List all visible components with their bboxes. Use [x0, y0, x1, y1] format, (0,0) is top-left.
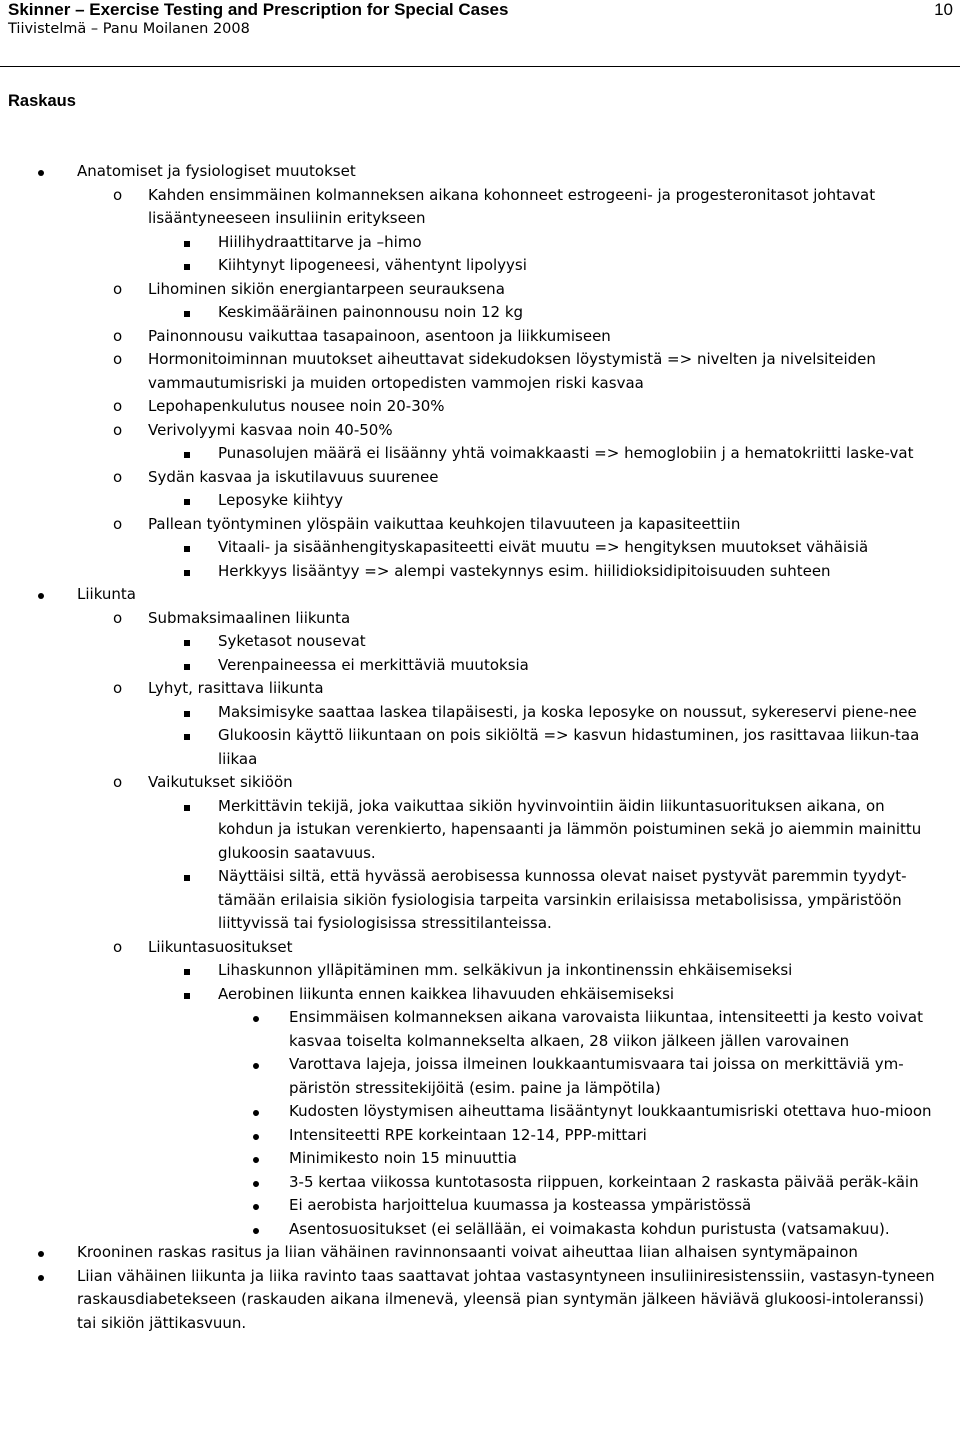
list-item: [0, 701, 940, 725]
list-item-text: Liikunta: [77, 585, 137, 603]
list-item: [0, 630, 940, 654]
circle-bullet-icon: o: [113, 467, 123, 486]
bullet-icon: [253, 1147, 259, 1171]
bullet-icon: [38, 1241, 44, 1265]
list-item: [0, 301, 940, 325]
list-item-text: Näyttäisi siltä, että hyvässä aerobisessa kunnossa olevat naiset pystyvät paremmin tyydyt-tämään erilaisia sikiön fysiologisia tarpeita varsinkin erilaisissa metabolisissa, ympäristöön liittyvissä tai fysiologisissa stressitilanteissa.: [218, 867, 907, 932]
list-item-text: Glukoosin käyttö liikuntaan on pois sikiöltä => kasvun hidastuminen, jos rasittavaa liikun-taa liikaa: [218, 726, 920, 768]
square-bullet-icon: [184, 724, 190, 748]
square-bullet-icon: [184, 701, 190, 725]
list-item: [0, 1006, 944, 1053]
square-bullet-icon: [184, 865, 190, 889]
list-item: [0, 231, 940, 255]
list-item-text: Kahden ensimmäinen kolmanneksen aikana kohonneet estrogeeni- ja progesteronitasot johtavat lisääntyneeseen insuliinin eritykseen: [148, 185, 876, 227]
list-item: [0, 184, 943, 231]
list-item-text: Intensiteetti RPE korkeintaan 12-14, PPP-mittari: [289, 1125, 647, 1144]
list-item-text: Punasolujen määrä ei lisäänny yhtä voimakkaasti => hemoglobiin j a hematokriitti laske-vat: [218, 444, 914, 462]
list-item-text: Keskimääräinen painonnousu noin 12 kg: [218, 303, 524, 321]
square-bullet-icon: [184, 231, 190, 255]
list-item: [0, 959, 940, 983]
list-item: [0, 795, 940, 866]
list-item: [0, 1265, 943, 1336]
list-item-text: Liian vähäinen liikunta ja liika ravinto taas saattavat johtaa vastasyntyneen insuliiniresistenssiin, vastasyn-tyneen raskausdiabetekseen (raskauden aikana ilmenevä, yleensä pian syntymän jälkeen häviävä glukoosi-intoleranssi) tai sikiön jättikasvuun.: [77, 1266, 935, 1332]
square-bullet-icon: [184, 536, 190, 560]
list-item: [0, 466, 943, 490]
list-item: [0, 536, 940, 560]
page-number: 10: [934, 0, 953, 19]
square-bullet-icon: [184, 959, 190, 983]
circle-bullet-icon: o: [113, 185, 123, 204]
list-item: [0, 983, 940, 1007]
square-bullet-icon: [184, 301, 190, 325]
list-item: [0, 936, 943, 960]
square-bullet-icon: [184, 489, 190, 513]
outline-list: [0, 160, 960, 1335]
circle-bullet-icon: o: [113, 937, 123, 956]
list-item-text: Anatomiset ja fysiologiset muutokset: [77, 162, 356, 180]
list-item-text: Liikuntasuositukset: [148, 937, 293, 956]
square-bullet-icon: [184, 254, 190, 278]
square-bullet-icon: [184, 442, 190, 466]
list-item-text: Vaikutukset sikiöön: [148, 773, 293, 791]
list-item: [0, 348, 943, 395]
list-item: [0, 395, 943, 419]
list-item: [0, 771, 943, 795]
list-item-text: Sydän kasvaa ja iskutilavuus suurenee: [148, 467, 439, 486]
list-item-text: Hiilihydraattitarve ja –himo: [218, 232, 422, 251]
square-bullet-icon: [184, 560, 190, 584]
list-item: [0, 1171, 944, 1195]
list-item: [0, 1124, 944, 1148]
list-item-text: Varottava lajeja, joissa ilmeinen loukkaantumisvaara tai joissa on merkittäviä ym-päristön stressitekijöitä (esim. paine ja lämpötila): [289, 1055, 904, 1097]
list-item-text: Pallean työntyminen ylöspäin vaikuttaa keuhkojen tilavuuteen ja kapasiteettiin: [148, 514, 741, 533]
bullet-icon: [38, 160, 44, 184]
list-item: [0, 1147, 944, 1171]
list-item-text: Maksimisyke saattaa laskea tilapäisesti, ja koska leposyke on noussut, sykereservi piene-nee: [218, 702, 917, 721]
list-item: [0, 489, 940, 513]
list-item: [0, 254, 940, 278]
list-item-text: Submaksimaalinen liikunta: [148, 608, 351, 627]
circle-bullet-icon: o: [113, 420, 123, 439]
list-item-text: Lyhyt, rasittava liikunta: [148, 679, 324, 697]
square-bullet-icon: [184, 983, 190, 1007]
bullet-icon: [38, 1265, 44, 1289]
list-item-text: Verivolyymi kasvaa noin 40-50%: [148, 420, 393, 439]
bullet-icon: [38, 583, 44, 607]
list-item-text: Syketasot nousevat: [218, 632, 366, 650]
list-item-text: Herkkyys lisääntyy => alempi vastekynnys esim. hiilidioksidipitoisuuden suhteen: [218, 561, 831, 580]
square-bullet-icon: [184, 795, 190, 819]
list-item-text: Ensimmäisen kolmanneksen aikana varovaista liikuntaa, intensiteetti ja kesto voivat kasvaa toiselta kolmannekselta alkaen, 28 viikon jälkeen jällen varovainen: [289, 1008, 924, 1050]
circle-bullet-icon: o: [113, 397, 123, 415]
bullet-icon: [253, 1218, 259, 1242]
circle-bullet-icon: o: [113, 279, 123, 298]
list-item-text: Asentosuositukset (ei selällään, ei voimakasta kohdun puristusta (vatsamakuu).: [289, 1219, 890, 1238]
list-item: [0, 160, 943, 184]
list-item: [0, 1053, 944, 1100]
square-bullet-icon: [184, 630, 190, 654]
list-item-text: Krooninen raskas rasitus ja liian vähäinen ravinnonsaanti voivat aiheuttaa liian alhaisen syntymäpainon: [77, 1243, 858, 1261]
list-item: [0, 513, 943, 537]
bullet-icon: [253, 1124, 259, 1148]
list-item: [0, 1218, 944, 1242]
circle-bullet-icon: o: [113, 326, 123, 345]
section-title: Raskaus: [8, 92, 76, 110]
list-item-text: Aerobinen liikunta ennen kaikkea lihavuuden ehkäisemiseksi: [218, 984, 675, 1003]
list-item: [0, 278, 943, 302]
list-item-text: Ei aerobista harjoittelua kuumassa ja kosteassa ympäristössä: [289, 1196, 752, 1214]
list-item: [0, 1194, 944, 1218]
list-item-text: Merkittävin tekijä, joka vaikuttaa sikiön hyvinvointiin äidin liikuntasuorituksen aikana, on kohdun ja istukan verenkierto, hapensaanti ja lämmön poistuminen sekä jo aiemmin mainittu glukoosin saatavuus.: [218, 796, 922, 862]
list-item: [0, 419, 943, 443]
circle-bullet-icon: o: [113, 679, 123, 697]
document-title: Skinner – Exercise Testing and Prescription for Special Cases: [8, 0, 509, 19]
list-item-text: Vitaali- ja sisäänhengityskapasiteetti eivät muutu => hengityksen muutokset vähäisiä: [218, 538, 869, 556]
circle-bullet-icon: o: [113, 773, 123, 791]
circle-bullet-icon: o: [113, 350, 123, 368]
document-subtitle: Tiivistelmä – Panu Moilanen 2008: [8, 21, 250, 37]
circle-bullet-icon: o: [113, 514, 123, 533]
list-item-text: Verenpaineessa ei merkittäviä muutoksia: [218, 655, 529, 674]
list-item-text: Kiihtynyt lipogeneesi, vähentynt lipolyysi: [218, 256, 527, 274]
list-item: [0, 1100, 944, 1124]
bullet-icon: [253, 1006, 259, 1030]
circle-bullet-icon: o: [113, 608, 123, 627]
list-item-text: Hormonitoiminnan muutokset aiheuttavat sidekudoksen löystymistä => nivelten ja nivelsiteiden vammautumisriski ja muiden ortopedisten vammojen riski kasvaa: [148, 350, 876, 392]
bullet-icon: [253, 1053, 259, 1077]
square-bullet-icon: [184, 654, 190, 678]
list-item-text: Kudosten löystymisen aiheuttama lisääntynyt loukkaantumisriski otettava huo-mioon: [289, 1102, 932, 1120]
list-item: [0, 677, 943, 701]
list-item: [0, 607, 943, 631]
list-item-text: Leposyke kiihtyy: [218, 491, 344, 509]
list-item-text: 3-5 kertaa viikossa kuntotasosta riippuen, korkeintaan 2 raskasta päivää peräk-käin: [289, 1172, 919, 1191]
list-item: [0, 865, 940, 936]
page-header: [8, 0, 953, 39]
list-item: [0, 560, 940, 584]
list-item-text: Lihaskunnon ylläpitäminen mm. selkäkivun ja inkontinenssin ehkäisemiseksi: [218, 961, 793, 979]
list-item-text: Lihominen sikiön energiantarpeen seurauksena: [148, 279, 505, 298]
list-item-text: Minimikesto noin 15 minuuttia: [289, 1149, 517, 1167]
list-item: [0, 1241, 943, 1265]
list-item-text: Lepohapenkulutus nousee noin 20-30%: [148, 397, 445, 415]
list-item-text: Painonnousu vaikuttaa tasapainoon, asentoon ja liikkumiseen: [148, 326, 611, 345]
list-item: [0, 583, 943, 607]
list-item: [0, 442, 940, 466]
header-divider: [0, 66, 960, 67]
bullet-icon: [253, 1171, 259, 1195]
list-item: [0, 325, 943, 349]
list-item: [0, 654, 940, 678]
bullet-icon: [253, 1194, 259, 1218]
list-item: [0, 724, 940, 771]
bullet-icon: [253, 1100, 259, 1124]
